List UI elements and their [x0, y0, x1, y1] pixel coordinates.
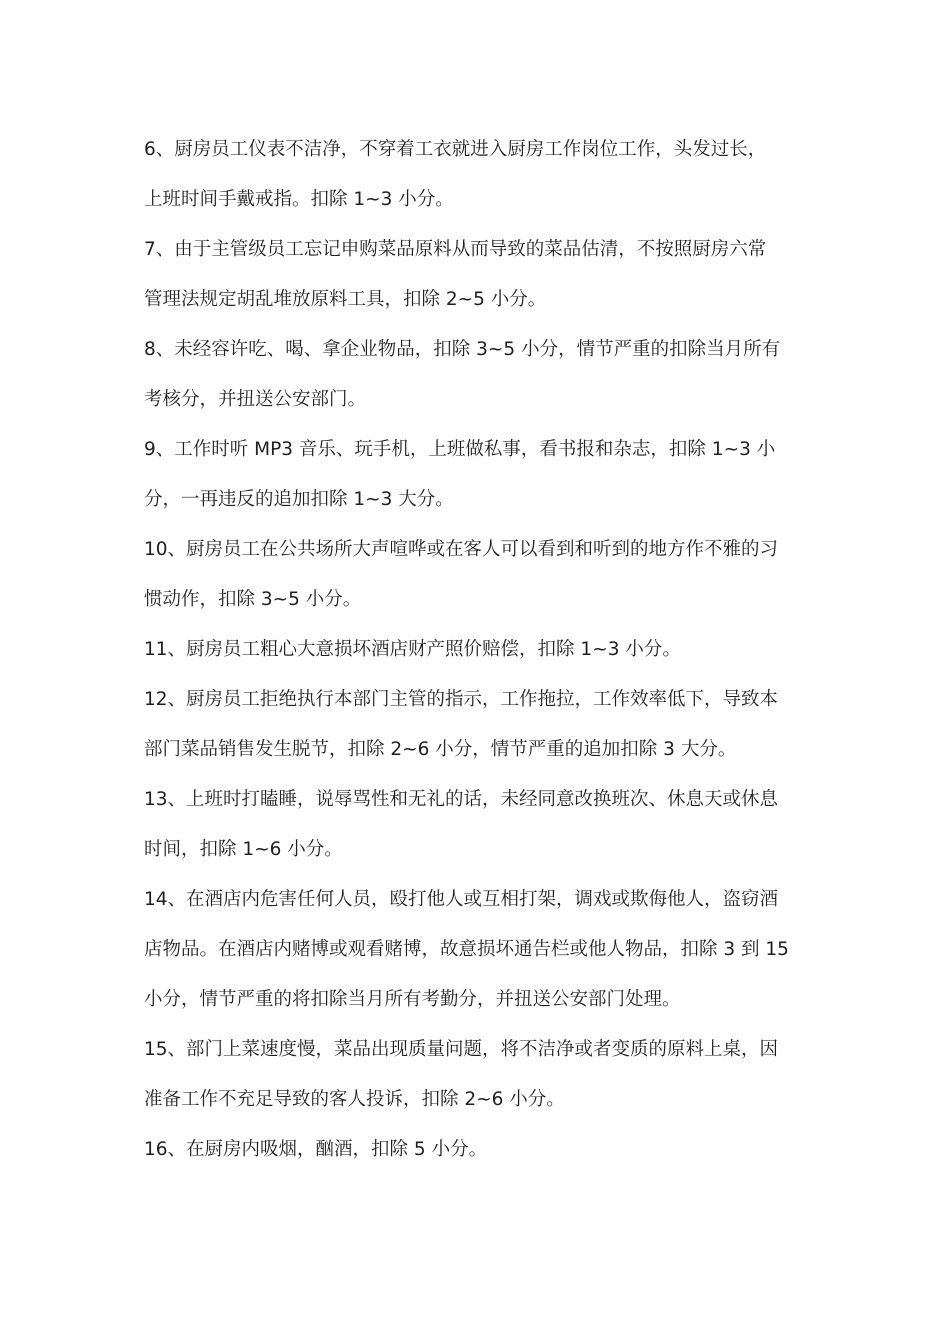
text-line: 店物品。在酒店内赌博或观看赌博，故意损坏通告栏或他人物品，扣除 3 到 15	[144, 939, 789, 960]
text-line: 惯动作，扣除 3~5 小分。	[144, 589, 362, 610]
rule-item-12	[144, 675, 809, 775]
document-body	[144, 125, 809, 1175]
text-line: 9、工作时听 MP3 音乐、玩手机，上班做私事，看书报和杂志，扣除 1~3 小	[144, 439, 776, 460]
text-line: 12、厨房员工拒绝执行本部门主管的指示，工作拖拉，工作效率低下，导致本	[144, 689, 779, 710]
text-line: 准备工作不充足导致的客人投诉，扣除 2~6 小分。	[144, 1089, 565, 1110]
text-line: 15、部门上菜速度慢，菜品出现质量问题，将不洁净或者变质的原料上桌，因	[144, 1039, 779, 1060]
rule-item-8	[144, 325, 809, 425]
text-line: 6、厨房员工仪表不洁净，不穿着工衣就进入厨房工作岗位工作，头发过长，	[144, 139, 767, 160]
text-line: 7、由于主管级员工忘记申购菜品原料从而导致的菜品估清，不按照厨房六常	[144, 239, 767, 260]
rule-item-13	[144, 775, 809, 875]
rule-item-11	[144, 625, 809, 675]
rule-item-14	[144, 875, 809, 1025]
rule-item-6	[144, 125, 809, 225]
text-line: 时间，扣除 1~6 小分。	[144, 839, 343, 860]
text-line: 13、上班时打瞌睡，说辱骂性和无礼的话，未经同意改换班次、休息天或休息	[144, 789, 779, 810]
text-line: 10、厨房员工在公共场所大声喧哗或在客人可以看到和听到的地方作不雅的习	[144, 539, 779, 560]
text-line: 管理法规定胡乱堆放原料工具，扣除 2~5 小分。	[144, 289, 547, 310]
text-line: 11、厨房员工粗心大意损坏酒店财产照价赔偿，扣除 1~3 小分。	[144, 639, 681, 660]
text-line: 小分，情节严重的将扣除当月所有考勤分，并扭送公安部门处理。	[144, 989, 681, 1010]
text-line: 8、未经容许吃、喝、拿企业物品，扣除 3~5 小分，情节严重的扣除当月所有	[144, 339, 781, 360]
rule-item-15	[144, 1025, 809, 1125]
text-line: 14、在酒店内危害任何人员，殴打他人或互相打架，调戏或欺侮他人，盗窃酒	[144, 889, 779, 910]
rule-item-10	[144, 525, 809, 625]
rule-item-7	[144, 225, 809, 325]
rule-item-9	[144, 425, 809, 525]
text-line: 16、在厨房内吸烟，酗酒，扣除 5 小分。	[144, 1139, 488, 1160]
text-line: 考核分，并扭送公安部门。	[144, 389, 367, 410]
text-line: 分，一再违反的追加扣除 1~3 大分。	[144, 489, 454, 510]
text-line: 部门菜品销售发生脱节，扣除 2~6 小分，情节严重的追加扣除 3 大分。	[144, 739, 737, 760]
rule-item-16	[144, 1125, 809, 1175]
text-line: 上班时间手戴戒指。扣除 1~3 小分。	[144, 189, 454, 210]
